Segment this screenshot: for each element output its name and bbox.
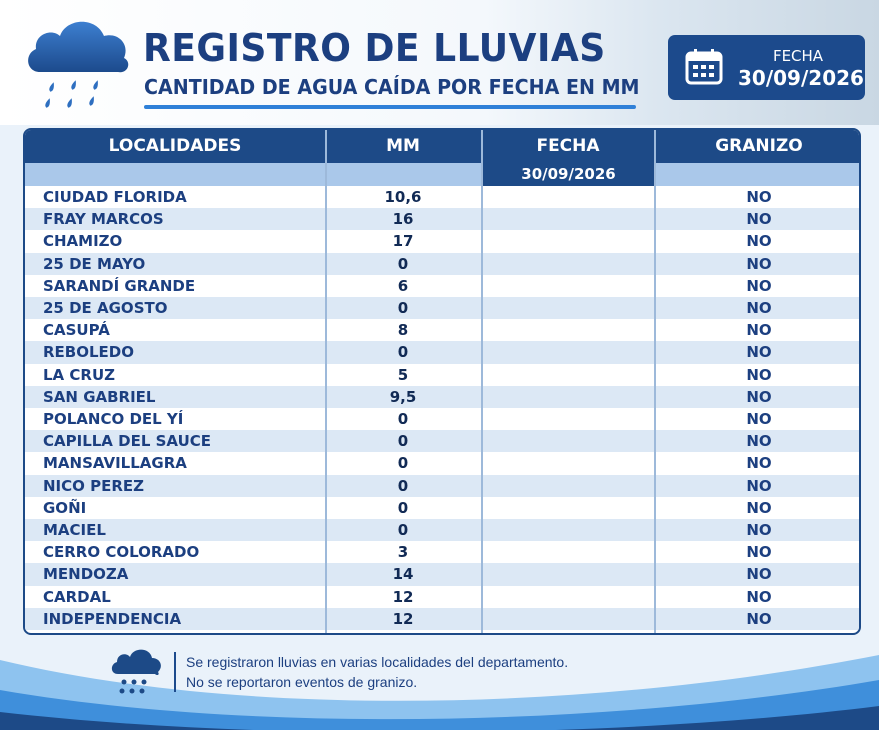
mm-cell: 0: [397, 476, 409, 495]
table-row: [25, 430, 859, 452]
table-row: [25, 541, 859, 563]
table-subheader: [25, 163, 859, 186]
column-header-mm: MM: [386, 136, 420, 156]
granizo-cell: NO: [746, 210, 772, 229]
column-header-fecha: FECHA: [536, 136, 600, 156]
localidad-cell: CIUDAD FLORIDA: [43, 188, 187, 206]
footer-line-1: Se registraron lluvias en varias localidades del departamento.: [186, 654, 569, 670]
calendar-icon: [684, 47, 724, 87]
column-divider: [325, 130, 327, 633]
column-divider: [654, 130, 656, 633]
footer-note: [186, 652, 568, 692]
column-header-granizo: GRANIZO: [715, 136, 803, 156]
mm-cell: 6: [397, 276, 409, 295]
subheader-date: 30/09/2026: [483, 163, 654, 186]
table-row: [25, 186, 859, 208]
table-row: [25, 386, 859, 408]
granizo-cell: NO: [746, 432, 772, 451]
localidad-cell: CASUPÁ: [43, 321, 110, 340]
footer-separator: [174, 652, 176, 692]
localidad-cell: MACIEL: [43, 521, 106, 539]
table-row: [25, 586, 859, 608]
badge-date: 30/09/2026: [738, 66, 864, 90]
table-row: [25, 608, 859, 630]
granizo-cell: NO: [746, 565, 772, 584]
mm-cell: 16: [392, 210, 414, 229]
granizo-cell: NO: [746, 188, 772, 206]
table-row: [25, 364, 859, 386]
mm-cell: 0: [397, 299, 409, 317]
table-row: [25, 563, 859, 585]
title-underline: [144, 105, 636, 109]
table-row: [25, 319, 859, 341]
badge-label: FECHA: [772, 47, 824, 65]
granizo-cell: NO: [746, 410, 772, 428]
footer-line-2: No se reportaron eventos de granizo.: [186, 674, 418, 690]
table-row: [25, 297, 859, 319]
localidad-cell: SAN GABRIEL: [43, 387, 156, 406]
mm-cell: 0: [397, 432, 409, 451]
granizo-cell: NO: [746, 476, 772, 495]
mm-cell: 10,6: [384, 188, 422, 206]
granizo-cell: NO: [746, 365, 772, 384]
granizo-cell: NO: [746, 454, 772, 473]
localidad-cell: LA CRUZ: [43, 365, 116, 384]
localidad-cell: CAPILLA DEL SAUCE: [43, 432, 212, 451]
table-row: [25, 341, 859, 363]
mm-cell: 8: [397, 321, 409, 340]
mm-cell: 14: [392, 565, 414, 584]
table-header: [25, 130, 859, 163]
mm-cell: 3: [397, 543, 409, 562]
localidad-cell: FRAY MARCOS: [43, 210, 164, 229]
granizo-cell: NO: [746, 299, 772, 317]
mm-cell: 12: [392, 609, 414, 628]
granizo-cell: NO: [746, 387, 772, 406]
mm-cell: 5: [397, 365, 409, 384]
localidad-cell: 25 DE AGOSTO: [43, 299, 168, 317]
localidad-cell: CHAMIZO: [43, 232, 123, 251]
localidad-cell: POLANCO DEL YÍ: [43, 410, 184, 428]
localidad-cell: SARANDÍ GRANDE: [43, 276, 196, 295]
granizo-cell: NO: [746, 609, 772, 628]
granizo-cell: NO: [746, 343, 772, 362]
mm-cell: 12: [392, 587, 414, 606]
granizo-cell: NO: [746, 521, 772, 539]
rain-cloud-icon: [22, 10, 132, 115]
mm-cell: 0: [397, 410, 409, 428]
page-title: REGISTRO DE LLUVIAS: [143, 26, 606, 70]
localidad-cell: GOÑI: [43, 498, 87, 517]
mm-cell: 0: [397, 254, 409, 273]
localidad-cell: NICO PEREZ: [43, 476, 145, 495]
granizo-cell: NO: [746, 543, 772, 562]
table-row: [25, 253, 859, 275]
mm-cell: 17: [392, 232, 414, 251]
footer: [0, 640, 879, 730]
rain-cloud-icon: [108, 644, 164, 700]
localidad-cell: 25 DE MAYO: [43, 254, 146, 273]
table-row: [25, 452, 859, 474]
mm-cell: 9,5: [389, 387, 417, 406]
granizo-cell: NO: [746, 254, 772, 273]
table-row: [25, 208, 859, 230]
table-row: [25, 497, 859, 519]
granizo-cell: NO: [746, 276, 772, 295]
mm-cell: 0: [397, 343, 409, 362]
header: [0, 0, 879, 125]
localidad-cell: CERRO COLORADO: [43, 543, 200, 562]
granizo-cell: NO: [746, 498, 772, 517]
localidad-cell: INDEPENDENCIA: [43, 609, 182, 628]
date-badge: [668, 35, 865, 100]
table-row: [25, 519, 859, 541]
column-header-localidades: LOCALIDADES: [108, 136, 242, 156]
granizo-cell: NO: [746, 232, 772, 251]
mm-cell: 0: [397, 454, 409, 473]
table-row: [25, 275, 859, 297]
localidad-cell: MENDOZA: [43, 565, 129, 584]
localidad-cell: MANSAVILLAGRA: [43, 454, 187, 473]
rainfall-table: [23, 128, 861, 635]
localidad-cell: CARDAL: [43, 587, 111, 606]
localidad-cell: REBOLEDO: [43, 343, 134, 362]
granizo-cell: NO: [746, 587, 772, 606]
table-row: [25, 230, 859, 252]
mm-cell: 0: [397, 521, 409, 539]
page-subtitle: CANTIDAD DE AGUA CAÍDA POR FECHA EN MM: [144, 75, 640, 99]
mm-cell: 0: [397, 498, 409, 517]
column-divider: [481, 130, 483, 633]
granizo-cell: NO: [746, 321, 772, 340]
table-row: [25, 475, 859, 497]
table-row: [25, 408, 859, 430]
